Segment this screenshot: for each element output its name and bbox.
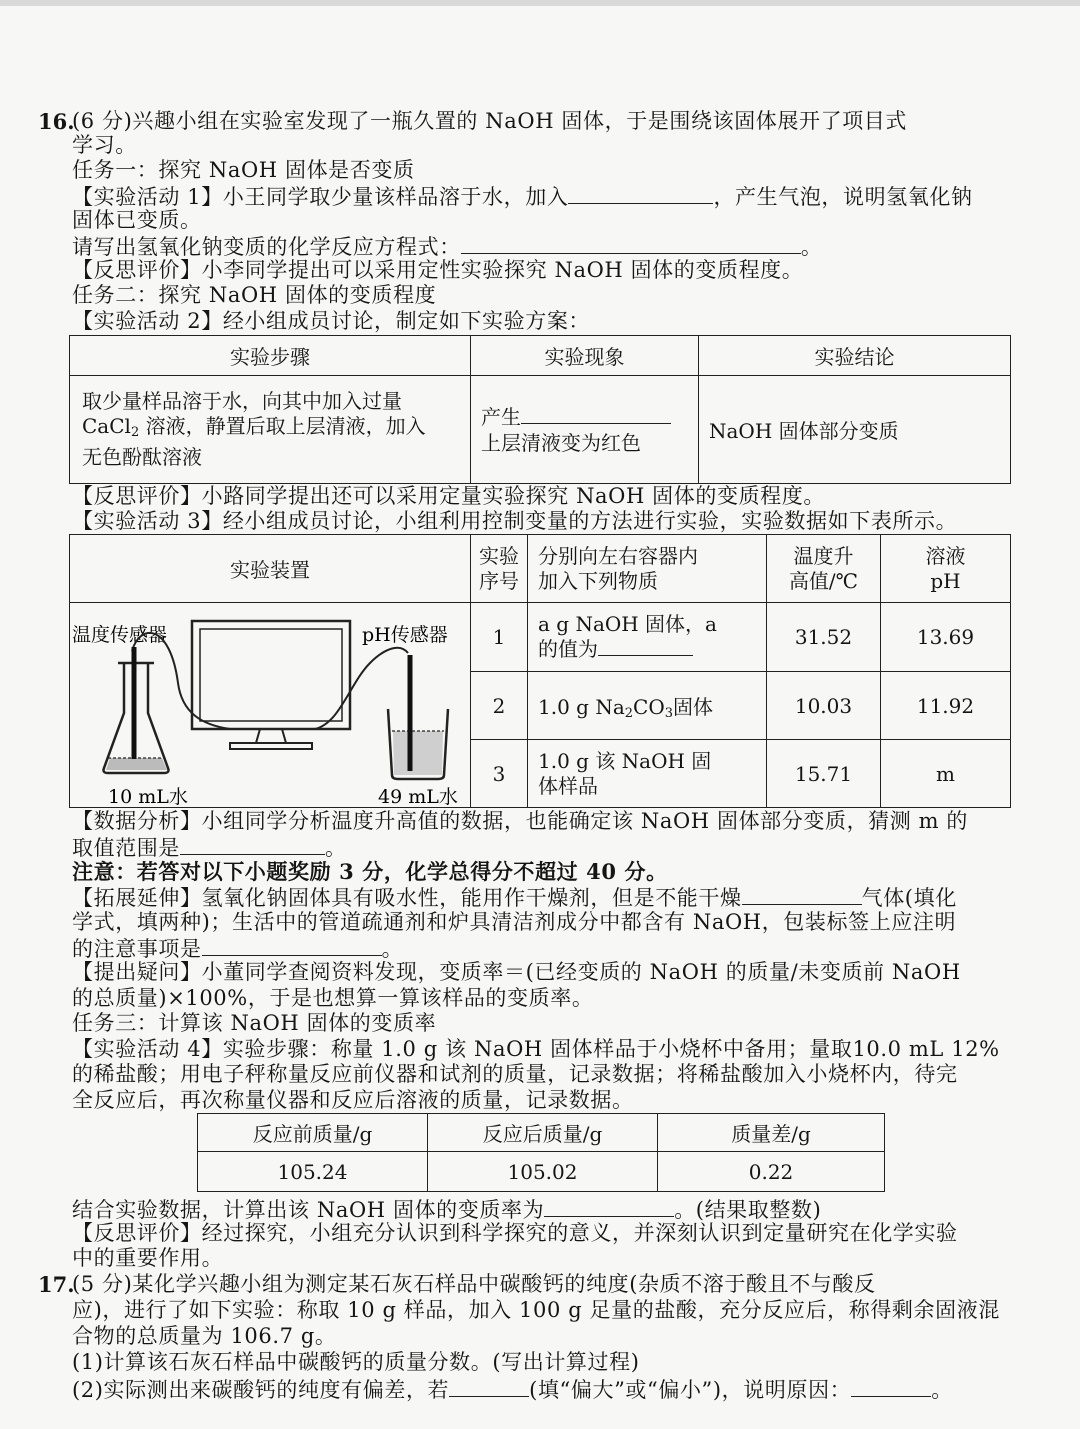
mass-diff-value: 0.22 <box>658 1152 885 1192</box>
right-water-label: 49 mL水 <box>378 786 458 808</box>
plan-header-phenomenon: 实验现象 <box>471 336 699 376</box>
extension-notice-blank[interactable] <box>202 935 382 956</box>
row2-temp: 10.03 <box>767 672 881 740</box>
beaker-icon <box>388 709 448 779</box>
reflect1-line: 【反思评价】小李同学提出可以采用定性实验探究 NaOH 固体的变质程度。 <box>72 258 804 282</box>
task1-title: 任务一：探究 NaOH 固体是否变质 <box>72 158 415 182</box>
exp-header-ph-2: pH <box>930 568 961 593</box>
mass-header-before: 反应前质量/g <box>198 1114 428 1152</box>
row1-temp: 31.52 <box>767 603 881 672</box>
row1-seq: 1 <box>471 603 528 672</box>
row3-ph: m <box>881 740 1011 808</box>
calc-text: 结合实验数据，计算出该 NaOH 固体的变质率为 <box>72 1198 545 1222</box>
equation-end: 。 <box>800 235 823 259</box>
analysis-line2 <box>72 834 347 861</box>
plan-phenomenon-cell <box>471 376 699 484</box>
exp-header-temp-1: 温度升 <box>793 543 854 568</box>
extension-gas-blank[interactable] <box>742 884 862 905</box>
experiment-table <box>69 534 1011 808</box>
plan-step-line1: 取少量样品溶于水，向其中加入过量 <box>82 389 402 413</box>
plan-header-conclusion: 实验结论 <box>699 336 1011 376</box>
equation-prompt: 请写出氢氧化钠变质的化学反应方程式： <box>72 235 461 259</box>
doubt-line1: 【提出疑问】小董同学查阅资料发现，变质率＝(已经变质的 NaOH 的质量/未变质前 NaOH <box>72 960 961 984</box>
analysis-blank[interactable] <box>180 834 325 855</box>
exp-header-ph-1: 溶液 <box>925 543 966 568</box>
row1-substance-line1: a g NaOH 固体，a <box>538 612 717 636</box>
activity3-line: 【实验活动 3】经小组成员讨论，小组利用控制变量的方法进行实验，实验数据如下表所示。 <box>72 509 958 533</box>
ph-sensor-label: pH传感器 <box>362 624 448 646</box>
analysis-line1: 【数据分析】小组同学分析温度升高值的数据，也能确定该 NaOH 固体部分变质，猜测 m 的 <box>72 809 969 833</box>
temp-cable <box>132 633 230 729</box>
row1-substance-line2 <box>538 637 766 662</box>
exp-header-seq-1: 实验 <box>479 543 519 568</box>
q16-number: 16. <box>38 109 75 134</box>
activity4-line1: 【实验活动 4】实验步骤：称量 1.0 g 该 NaOH 固体样品于小烧杯中备用；量取10.0 mL 12% <box>72 1037 1000 1061</box>
activity1-blank[interactable] <box>568 183 713 204</box>
row3-seq: 3 <box>471 740 528 808</box>
ph-cable <box>315 648 408 729</box>
calc-blank[interactable] <box>544 1196 674 1217</box>
extension-line3 <box>72 935 403 962</box>
plan-phenomenon-line1 <box>481 404 698 430</box>
bonus-note: 注意：若答对以下小题奖励 3 分，化学总得分不超过 40 分。 <box>72 859 668 884</box>
apparatus-diagram <box>70 603 470 808</box>
activity1-line2: 固体已变质。 <box>72 208 202 232</box>
mass-before-value: 105.24 <box>198 1152 428 1192</box>
plan-step-cell <box>70 376 471 484</box>
exp-header-add-2: 加入下列物质 <box>538 568 658 593</box>
row2-ph: 11.92 <box>881 672 1011 740</box>
exp-header-device: 实验装置 <box>70 535 471 603</box>
q17-line1: (5 分)某化学兴趣小组为测定某石灰石样品中碳酸钙的纯度(杂质不溶于酸且不与酸反 <box>72 1272 876 1296</box>
q16-line1: (6 分)兴趣小组在实验室发现了一瓶久置的 NaOH 固体，于是围绕该固体展开了项目式 <box>72 109 907 133</box>
q17-number: 17. <box>38 1272 75 1297</box>
extension-text-a: 【拓展延伸】氢氧化钠固体具有吸水性，能用作干燥剂，但是不能干燥 <box>72 886 742 910</box>
plan-step-line2 <box>82 414 470 445</box>
plan-step-line3: 无色酚酞溶液 <box>82 445 202 469</box>
row1-substance <box>528 603 767 672</box>
row2-text-a: 1.0 g Na <box>538 694 625 719</box>
monitor-icon <box>192 621 350 749</box>
extension-text-c: 的注意事项是 <box>72 937 202 961</box>
q17-sub2-text-b: (填“偏大”或“偏小”)，说明原因： <box>529 1378 852 1402</box>
reflect3-line2: 中的重要作用。 <box>72 1246 224 1270</box>
activity1-text-b: ，产生气泡，说明氢氧化钠 <box>713 185 973 209</box>
exp-header-temp-2: 高值/℃ <box>788 568 859 593</box>
row1-substance-text: 的值为 <box>538 637 598 661</box>
extension-end: 。 <box>381 937 404 961</box>
equation-line <box>72 233 822 260</box>
extension-text-b: 气体(填化 <box>861 886 957 910</box>
activity1-text-a: 【实验活动 1】小王同学取少量该样品溶于水，加入 <box>72 185 569 209</box>
left-water-label: 10 mL水 <box>108 786 188 808</box>
calc-end: 。(结果取整数) <box>674 1198 822 1222</box>
reflect3-line1: 【反思评价】经过探究，小组充分认识到科学探究的意义，并深刻认识到定量研究在化学实验 <box>72 1221 958 1245</box>
q17-sub1: (1)计算该石灰石样品中碳酸钙的质量分数。(写出计算过程) <box>72 1350 640 1374</box>
mass-table <box>197 1113 885 1192</box>
row2-sub1: 2 <box>624 705 634 721</box>
plan-step-line2-rest: 溶液，静置后取上层清液，加入 <box>139 414 426 438</box>
analysis-end: 。 <box>325 836 347 860</box>
cacl-subscript: 2 <box>130 425 140 440</box>
activity1-line <box>72 183 973 210</box>
row1-ph: 13.69 <box>881 603 1011 672</box>
temp-sensor-label: 温度传感器 <box>72 624 168 646</box>
q17-line3: 合物的总质量为 106.7 g。 <box>72 1324 337 1348</box>
row2-substance <box>528 672 767 740</box>
exp-header-seq-2: 序号 <box>479 568 519 593</box>
task2-title: 任务二：探究 NaOH 固体的变质程度 <box>72 283 437 307</box>
exp-header-seq <box>471 535 528 603</box>
row2-sub2: 3 <box>664 705 674 721</box>
row2-text-c: 固体 <box>673 694 714 719</box>
row3-substance-line1: 1.0 g 该 NaOH 固 <box>538 748 712 773</box>
q17-sub2-text-a: (2)实际测出来碳酸钙的纯度有偏差，若 <box>72 1378 450 1402</box>
exp-header-ph <box>881 535 1011 603</box>
plan-table <box>69 335 1011 484</box>
extension-line1 <box>72 884 957 911</box>
mass-header-diff: 质量差/g <box>658 1114 885 1152</box>
q17-sub2-end: 。 <box>931 1378 953 1402</box>
extension-line2: 学式，填两种)；生活中的管道疏通剂和炉具清洁剂成分中都含有 NaOH，包装标签上应注明 <box>72 910 957 934</box>
task3-title: 任务三：计算该 NaOH 固体的变质率 <box>72 1011 437 1035</box>
phenomenon-blank[interactable] <box>521 409 671 424</box>
activity4-line3: 全反应后，再次称量仪器和反应后溶液的质量，记录数据。 <box>72 1088 634 1112</box>
plan-phenomenon-line2: 上层清液变为红色 <box>481 430 641 455</box>
activity2-line: 【实验活动 2】经小组成员讨论，制定如下实验方案： <box>72 309 591 333</box>
apparatus-cell <box>70 603 471 808</box>
q17-sub2 <box>72 1376 953 1403</box>
equation-blank[interactable] <box>461 233 801 254</box>
row3-substance <box>528 740 767 808</box>
row2-seq: 2 <box>471 672 528 740</box>
row3-substance-line2: 体样品 <box>538 773 598 798</box>
q16-line2: 学习。 <box>72 133 137 157</box>
mass-header-after: 反应后质量/g <box>428 1114 658 1152</box>
mass-after-value: 105.02 <box>428 1152 658 1192</box>
q17-line2: 应)，进行了如下实验：称取 10 g 样品，加入 100 g 足量的盐酸，充分反应后，称得剩余固液混 <box>72 1298 1000 1322</box>
plan-conclusion-cell: NaOH 固体部分变质 <box>699 376 1011 484</box>
row1-a-blank[interactable] <box>598 641 693 656</box>
reflect2-line: 【反思评价】小路同学提出还可以采用定量实验探究 NaOH 固体的变质程度。 <box>72 484 825 508</box>
exp-header-temp <box>767 535 881 603</box>
exp-header-add <box>528 535 767 603</box>
plan-header-step: 实验步骤 <box>70 336 471 376</box>
phenomenon-text-a: 产生 <box>481 404 521 429</box>
exp-header-add-1: 分别向左右容器内 <box>538 543 698 568</box>
calc-line <box>72 1196 821 1223</box>
analysis-text: 取值范围是 <box>72 836 180 860</box>
doubt-line2: 的总质量)×100%，于是也想算一算该样品的变质率。 <box>72 986 594 1010</box>
row2-text-b: CO <box>633 694 665 719</box>
activity4-line2: 的稀盐酸；用电子秤称量反应前仪器和试剂的质量，记录数据；将稀盐酸加入小烧杯内，待完 <box>72 1062 958 1086</box>
q17-reason-blank[interactable] <box>851 1376 931 1397</box>
row3-temp: 15.71 <box>767 740 881 808</box>
cacl-text: CaCl <box>82 414 131 438</box>
q17-bias-blank[interactable] <box>449 1376 529 1397</box>
